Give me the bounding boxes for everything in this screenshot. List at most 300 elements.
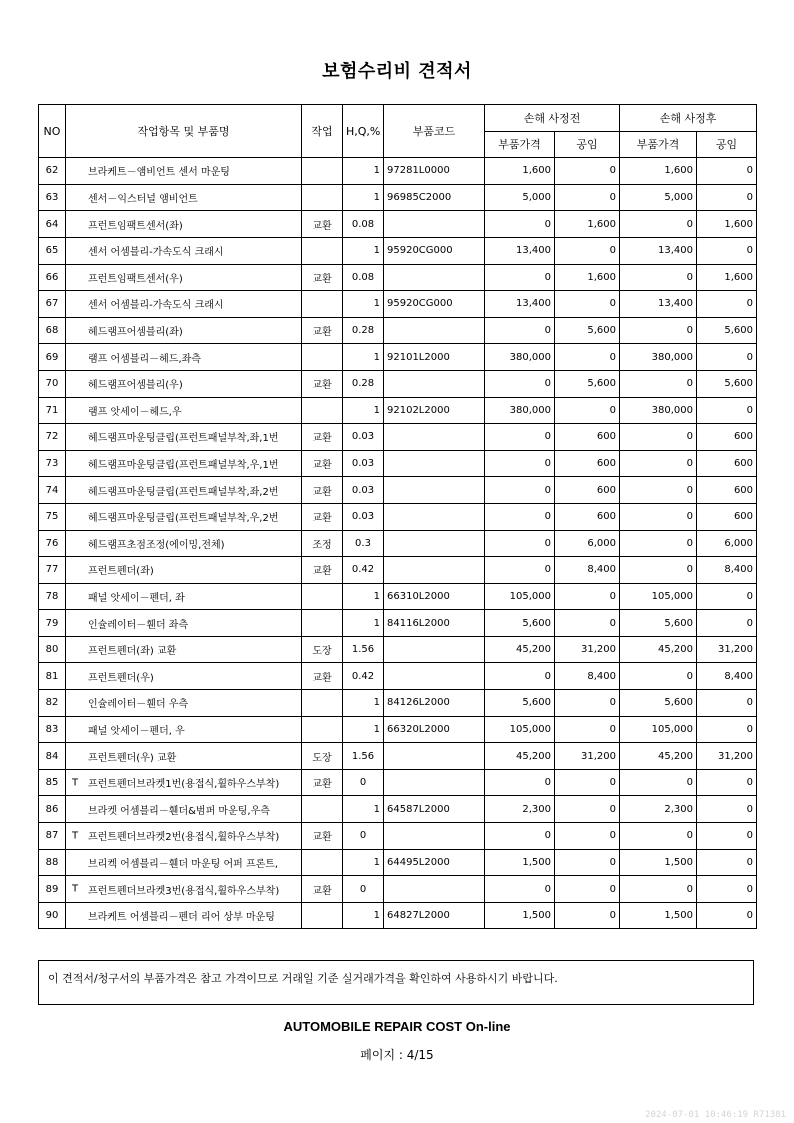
row-work — [302, 849, 343, 876]
row-before-labor: 0 — [555, 876, 620, 903]
row-before-labor: 8,400 — [555, 557, 620, 584]
row-no: 65 — [39, 237, 66, 264]
row-item-label: 프런트펜더(좌) — [88, 566, 154, 578]
row-part-code — [384, 663, 485, 690]
row-before-labor: 0 — [555, 849, 620, 876]
row-item-name — [66, 743, 302, 770]
row-before-part-price: 45,200 — [485, 743, 555, 770]
header-item: 작업항목 및 부품명 — [66, 105, 302, 158]
table-row — [39, 503, 757, 530]
table-row — [39, 344, 757, 371]
row-after-part-price: 0 — [620, 663, 697, 690]
table-row — [39, 823, 757, 850]
row-after-part-price: 5,000 — [620, 184, 697, 211]
row-before-part-price: 1,500 — [485, 849, 555, 876]
row-before-labor: 1,600 — [555, 264, 620, 291]
row-work — [302, 716, 343, 743]
row-item-name — [66, 503, 302, 530]
row-after-labor: 600 — [697, 503, 757, 530]
row-after-labor: 0 — [697, 902, 757, 929]
estimate-rows — [39, 158, 757, 929]
row-item-label: 패널 앗세이－펜더, 우 — [88, 725, 185, 737]
row-hq: 0.03 — [343, 503, 384, 530]
header-hq: H,Q,% — [343, 105, 384, 158]
table-row — [39, 477, 757, 504]
row-hq: 1 — [343, 902, 384, 929]
row-after-labor: 1,600 — [697, 264, 757, 291]
row-item-name — [66, 397, 302, 424]
row-before-part-price: 0 — [485, 317, 555, 344]
row-hq: 0.03 — [343, 477, 384, 504]
row-after-part-price: 105,000 — [620, 716, 697, 743]
row-hq: 1 — [343, 583, 384, 610]
row-part-code: 95920CG000 — [384, 237, 485, 264]
row-after-part-price: 5,600 — [620, 610, 697, 637]
row-item-label: 브라켓 어셈블리－휀더&범퍼 마운팅,우측 — [88, 805, 270, 817]
row-no: 87 — [39, 823, 66, 850]
table-row — [39, 530, 757, 557]
row-before-labor: 0 — [555, 823, 620, 850]
row-item-label: 프런트펜더(우) — [88, 672, 154, 684]
row-no: 68 — [39, 317, 66, 344]
row-hq: 0.03 — [343, 424, 384, 451]
row-part-code — [384, 264, 485, 291]
header-no: NO — [39, 105, 66, 158]
row-part-code: 64827L2000 — [384, 902, 485, 929]
row-before-part-price: 1,500 — [485, 902, 555, 929]
row-no: 84 — [39, 743, 66, 770]
row-item-label: 센서－익스터널 앰비언트 — [88, 194, 198, 206]
row-no: 67 — [39, 291, 66, 318]
table-row — [39, 796, 757, 823]
table-row — [39, 610, 757, 637]
row-work: 도장 — [302, 636, 343, 663]
row-no: 82 — [39, 690, 66, 717]
price-notice: 이 견적서/청구서의 부품가격은 참고 가격이므로 거래일 기준 실거래가격을 확인하여 사용하시기 바랍니다. — [38, 960, 754, 1005]
row-before-part-price: 13,400 — [485, 291, 555, 318]
row-work — [302, 796, 343, 823]
row-work: 교환 — [302, 823, 343, 850]
row-after-labor: 0 — [697, 610, 757, 637]
row-part-code: 84126L2000 — [384, 690, 485, 717]
row-item-name — [66, 237, 302, 264]
row-part-code: 66310L2000 — [384, 583, 485, 610]
row-before-part-price: 0 — [485, 663, 555, 690]
row-before-part-price: 5,600 — [485, 610, 555, 637]
row-before-part-price: 0 — [485, 503, 555, 530]
row-item-label: 헤드램프마운팅클립(프런트패널부착,좌,2번 — [88, 486, 279, 498]
row-no: 78 — [39, 583, 66, 610]
row-item-label: 프런트펜더(좌) 교환 — [88, 646, 177, 658]
row-item-label: 프런트임팩트센서(우) — [88, 273, 183, 285]
print-stamp: 2024-07-01 10:46:19 R71381 — [645, 1110, 786, 1120]
row-work: 교환 — [302, 424, 343, 451]
row-after-labor: 0 — [697, 237, 757, 264]
row-part-code: 92102L2000 — [384, 397, 485, 424]
row-hq: 0 — [343, 876, 384, 903]
row-after-labor: 0 — [697, 849, 757, 876]
row-item-label: 인슐레이터－휀더 좌측 — [88, 619, 189, 631]
row-before-labor: 0 — [555, 796, 620, 823]
row-before-part-price: 0 — [485, 424, 555, 451]
row-no: 85 — [39, 769, 66, 796]
row-after-labor: 1,600 — [697, 211, 757, 238]
table-row — [39, 849, 757, 876]
row-before-part-price: 380,000 — [485, 397, 555, 424]
row-after-labor: 0 — [697, 583, 757, 610]
row-after-part-price: 1,500 — [620, 849, 697, 876]
row-after-labor: 0 — [697, 796, 757, 823]
row-item-name — [66, 636, 302, 663]
row-before-labor: 0 — [555, 690, 620, 717]
row-hq: 0 — [343, 823, 384, 850]
row-after-labor: 8,400 — [697, 557, 757, 584]
row-item-label: 램프 앗세이－헤드,우 — [88, 406, 182, 418]
row-part-code — [384, 477, 485, 504]
row-work: 교환 — [302, 370, 343, 397]
row-work — [302, 291, 343, 318]
row-item-label: 프런트펜더브라켓3번(용접식,휠하우스부착) — [88, 885, 280, 897]
row-item-name — [66, 690, 302, 717]
row-item-label: 패널 앗세이－펜더, 좌 — [88, 592, 185, 604]
row-item-name — [66, 211, 302, 238]
row-work: 교환 — [302, 450, 343, 477]
row-work — [302, 583, 343, 610]
page-number: 페이지 : 4/15 — [360, 1048, 434, 1062]
row-before-labor: 0 — [555, 237, 620, 264]
row-after-part-price: 5,600 — [620, 690, 697, 717]
row-part-code — [384, 211, 485, 238]
row-after-part-price: 0 — [620, 557, 697, 584]
row-item-label: 헤드램프어셈블리(좌) — [88, 327, 183, 339]
row-part-code: 64495L2000 — [384, 849, 485, 876]
row-work — [302, 237, 343, 264]
row-before-part-price: 0 — [485, 876, 555, 903]
row-hq: 1 — [343, 716, 384, 743]
row-no: 77 — [39, 557, 66, 584]
row-work — [302, 344, 343, 371]
row-after-labor: 0 — [697, 823, 757, 850]
row-part-code: 66320L2000 — [384, 716, 485, 743]
row-before-labor: 31,200 — [555, 636, 620, 663]
row-part-code — [384, 876, 485, 903]
header-before-labor: 공임 — [555, 131, 620, 158]
row-item-name — [66, 344, 302, 371]
row-after-labor: 0 — [697, 397, 757, 424]
row-before-part-price: 105,000 — [485, 583, 555, 610]
row-work: 교환 — [302, 477, 343, 504]
row-no: 73 — [39, 450, 66, 477]
row-after-part-price: 45,200 — [620, 743, 697, 770]
row-work: 교환 — [302, 876, 343, 903]
row-work: 교환 — [302, 264, 343, 291]
row-work — [302, 610, 343, 637]
row-after-part-price: 0 — [620, 876, 697, 903]
row-hq: 1 — [343, 397, 384, 424]
row-before-labor: 600 — [555, 450, 620, 477]
row-item-label: 헤드램프초점조정(에이밍,전체) — [88, 539, 225, 551]
row-after-part-price: 1,600 — [620, 158, 697, 185]
row-part-code: 92101L2000 — [384, 344, 485, 371]
row-part-code: 95920CG000 — [384, 291, 485, 318]
table-row — [39, 450, 757, 477]
row-hq: 1 — [343, 796, 384, 823]
row-after-part-price: 0 — [620, 503, 697, 530]
row-no: 76 — [39, 530, 66, 557]
row-work: 교환 — [302, 211, 343, 238]
row-before-labor: 1,600 — [555, 211, 620, 238]
row-part-code — [384, 823, 485, 850]
row-item-name — [66, 530, 302, 557]
row-no: 72 — [39, 424, 66, 451]
row-after-labor: 0 — [697, 344, 757, 371]
row-part-code — [384, 317, 485, 344]
row-item-name — [66, 876, 302, 903]
row-before-labor: 0 — [555, 291, 620, 318]
row-before-part-price: 0 — [485, 211, 555, 238]
row-before-part-price: 0 — [485, 370, 555, 397]
row-hq: 0.42 — [343, 557, 384, 584]
table-row — [39, 557, 757, 584]
row-part-code — [384, 450, 485, 477]
row-no: 69 — [39, 344, 66, 371]
row-before-part-price: 13,400 — [485, 237, 555, 264]
row-t-mark: T — [72, 830, 79, 842]
row-part-code: 97281L0000 — [384, 158, 485, 185]
table-row — [39, 876, 757, 903]
row-work: 교환 — [302, 557, 343, 584]
row-part-code — [384, 424, 485, 451]
row-part-code: 84116L2000 — [384, 610, 485, 637]
row-work: 교환 — [302, 317, 343, 344]
row-after-part-price: 2,300 — [620, 796, 697, 823]
row-after-part-price: 13,400 — [620, 237, 697, 264]
row-before-part-price: 0 — [485, 769, 555, 796]
row-hq: 1 — [343, 344, 384, 371]
row-item-name — [66, 663, 302, 690]
row-work — [302, 902, 343, 929]
table-row — [39, 317, 757, 344]
header-after-part-price: 부품가격 — [620, 131, 697, 158]
row-after-labor: 0 — [697, 158, 757, 185]
row-part-code — [384, 557, 485, 584]
row-item-name — [66, 450, 302, 477]
row-no: 86 — [39, 796, 66, 823]
row-after-labor: 31,200 — [697, 743, 757, 770]
row-after-labor: 0 — [697, 876, 757, 903]
row-after-part-price: 13,400 — [620, 291, 697, 318]
row-before-part-price: 2,300 — [485, 796, 555, 823]
row-before-labor: 600 — [555, 503, 620, 530]
table-row — [39, 636, 757, 663]
row-item-label: 브리켁 어셈블리－휀더 마운팅 어퍼 프론트, — [88, 858, 279, 870]
header-work: 작업 — [302, 105, 343, 158]
row-work: 도장 — [302, 743, 343, 770]
footer-title: AUTOMOBILE REPAIR COST On-line — [283, 1019, 511, 1034]
row-hq: 1 — [343, 237, 384, 264]
row-after-part-price: 45,200 — [620, 636, 697, 663]
row-hq: 0.08 — [343, 264, 384, 291]
row-after-labor: 8,400 — [697, 663, 757, 690]
row-item-label: 프런트펜더브라켓1번(용접식,휠하우스부착) — [88, 779, 280, 791]
row-item-name — [66, 317, 302, 344]
row-no: 70 — [39, 370, 66, 397]
row-before-labor: 0 — [555, 716, 620, 743]
row-item-name — [66, 424, 302, 451]
table-row — [39, 716, 757, 743]
row-item-name — [66, 477, 302, 504]
row-after-labor: 6,000 — [697, 530, 757, 557]
header-after: 손해 사정후 — [620, 105, 757, 132]
row-before-labor: 600 — [555, 424, 620, 451]
row-before-part-price: 1,600 — [485, 158, 555, 185]
row-before-labor: 0 — [555, 397, 620, 424]
row-after-part-price: 0 — [620, 477, 697, 504]
row-no: 80 — [39, 636, 66, 663]
row-part-code — [384, 769, 485, 796]
row-no: 90 — [39, 902, 66, 929]
table-row — [39, 769, 757, 796]
row-before-part-price: 5,000 — [485, 184, 555, 211]
table-row — [39, 237, 757, 264]
row-no: 66 — [39, 264, 66, 291]
row-no: 62 — [39, 158, 66, 185]
row-work — [302, 690, 343, 717]
row-after-labor: 5,600 — [697, 370, 757, 397]
table-row — [39, 158, 757, 185]
row-item-name — [66, 158, 302, 185]
row-item-name — [66, 291, 302, 318]
row-after-part-price: 0 — [620, 530, 697, 557]
row-before-part-price: 0 — [485, 264, 555, 291]
table-row — [39, 902, 757, 929]
row-before-part-price: 380,000 — [485, 344, 555, 371]
row-item-label: 램프 어셈블리－헤드,좌측 — [88, 353, 201, 365]
row-before-part-price: 0 — [485, 450, 555, 477]
row-after-labor: 600 — [697, 450, 757, 477]
row-no: 79 — [39, 610, 66, 637]
row-before-labor: 0 — [555, 344, 620, 371]
row-before-labor: 0 — [555, 769, 620, 796]
row-after-labor: 0 — [697, 291, 757, 318]
row-after-labor: 0 — [697, 769, 757, 796]
row-hq: 1 — [343, 610, 384, 637]
row-item-label: 센서 어셈블리-가속도식 크래시 — [88, 247, 224, 259]
row-item-label: 헤드램프어셈블리(우) — [88, 380, 183, 392]
row-before-part-price: 0 — [485, 557, 555, 584]
row-part-code — [384, 503, 485, 530]
row-after-labor: 600 — [697, 477, 757, 504]
header-before: 손해 사정전 — [485, 105, 620, 132]
row-item-name — [66, 823, 302, 850]
table-row — [39, 743, 757, 770]
row-no: 71 — [39, 397, 66, 424]
row-before-part-price: 105,000 — [485, 716, 555, 743]
row-part-code — [384, 743, 485, 770]
row-after-labor: 0 — [697, 716, 757, 743]
row-before-labor: 31,200 — [555, 743, 620, 770]
table-row — [39, 184, 757, 211]
row-work — [302, 184, 343, 211]
row-item-label: 헤드램프마운팅클립(프런트패널부착,좌,1번 — [88, 433, 279, 445]
row-item-name — [66, 902, 302, 929]
row-item-label: 프런트임팩트센서(좌) — [88, 220, 183, 232]
row-after-part-price: 1,500 — [620, 902, 697, 929]
row-part-code — [384, 370, 485, 397]
table-row — [39, 397, 757, 424]
row-before-labor: 5,600 — [555, 370, 620, 397]
table-row — [39, 424, 757, 451]
row-after-part-price: 0 — [620, 823, 697, 850]
row-before-labor: 600 — [555, 477, 620, 504]
row-before-labor: 0 — [555, 583, 620, 610]
row-before-labor: 0 — [555, 902, 620, 929]
row-work: 조정 — [302, 530, 343, 557]
row-before-labor: 0 — [555, 184, 620, 211]
row-part-code — [384, 530, 485, 557]
row-hq: 0.28 — [343, 370, 384, 397]
row-after-labor: 600 — [697, 424, 757, 451]
row-item-name — [66, 849, 302, 876]
row-item-label: 프런트펜더(우) 교환 — [88, 752, 177, 764]
row-item-name — [66, 184, 302, 211]
row-after-labor: 31,200 — [697, 636, 757, 663]
row-no: 83 — [39, 716, 66, 743]
row-hq: 0.03 — [343, 450, 384, 477]
row-after-part-price: 380,000 — [620, 344, 697, 371]
row-no: 88 — [39, 849, 66, 876]
row-item-label: 센서 어셈블리-가속도식 크래시 — [88, 300, 224, 312]
row-no: 75 — [39, 503, 66, 530]
row-item-label: 인슐레이터－휀더 우측 — [88, 699, 189, 711]
row-item-label: 헤드램프마운팅클립(프런트패널부착,우,1번 — [88, 460, 279, 472]
row-item-label: 브라케트－앰비언트 센서 마운팅 — [88, 167, 230, 179]
row-after-part-price: 0 — [620, 211, 697, 238]
row-after-part-price: 0 — [620, 264, 697, 291]
row-hq: 1 — [343, 291, 384, 318]
row-no: 89 — [39, 876, 66, 903]
row-hq: 0.08 — [343, 211, 384, 238]
row-after-part-price: 105,000 — [620, 583, 697, 610]
row-no: 81 — [39, 663, 66, 690]
row-before-labor: 6,000 — [555, 530, 620, 557]
row-before-labor: 0 — [555, 158, 620, 185]
table-row — [39, 583, 757, 610]
row-hq: 0 — [343, 769, 384, 796]
row-item-name — [66, 610, 302, 637]
row-item-name — [66, 583, 302, 610]
row-work — [302, 397, 343, 424]
row-hq: 1 — [343, 849, 384, 876]
table-row — [39, 663, 757, 690]
row-before-labor: 5,600 — [555, 317, 620, 344]
row-hq: 1.56 — [343, 636, 384, 663]
row-before-part-price: 0 — [485, 477, 555, 504]
row-before-labor: 0 — [555, 610, 620, 637]
row-work — [302, 158, 343, 185]
row-before-part-price: 0 — [485, 823, 555, 850]
row-work: 교환 — [302, 503, 343, 530]
table-row — [39, 211, 757, 238]
row-hq: 1 — [343, 184, 384, 211]
row-item-name — [66, 370, 302, 397]
row-after-part-price: 0 — [620, 424, 697, 451]
row-after-labor: 0 — [697, 690, 757, 717]
row-before-labor: 8,400 — [555, 663, 620, 690]
row-part-code — [384, 636, 485, 663]
estimate-table — [38, 104, 757, 929]
row-item-label: 헤드램프마운팅클립(프런트패널부착,우,2번 — [88, 513, 279, 525]
